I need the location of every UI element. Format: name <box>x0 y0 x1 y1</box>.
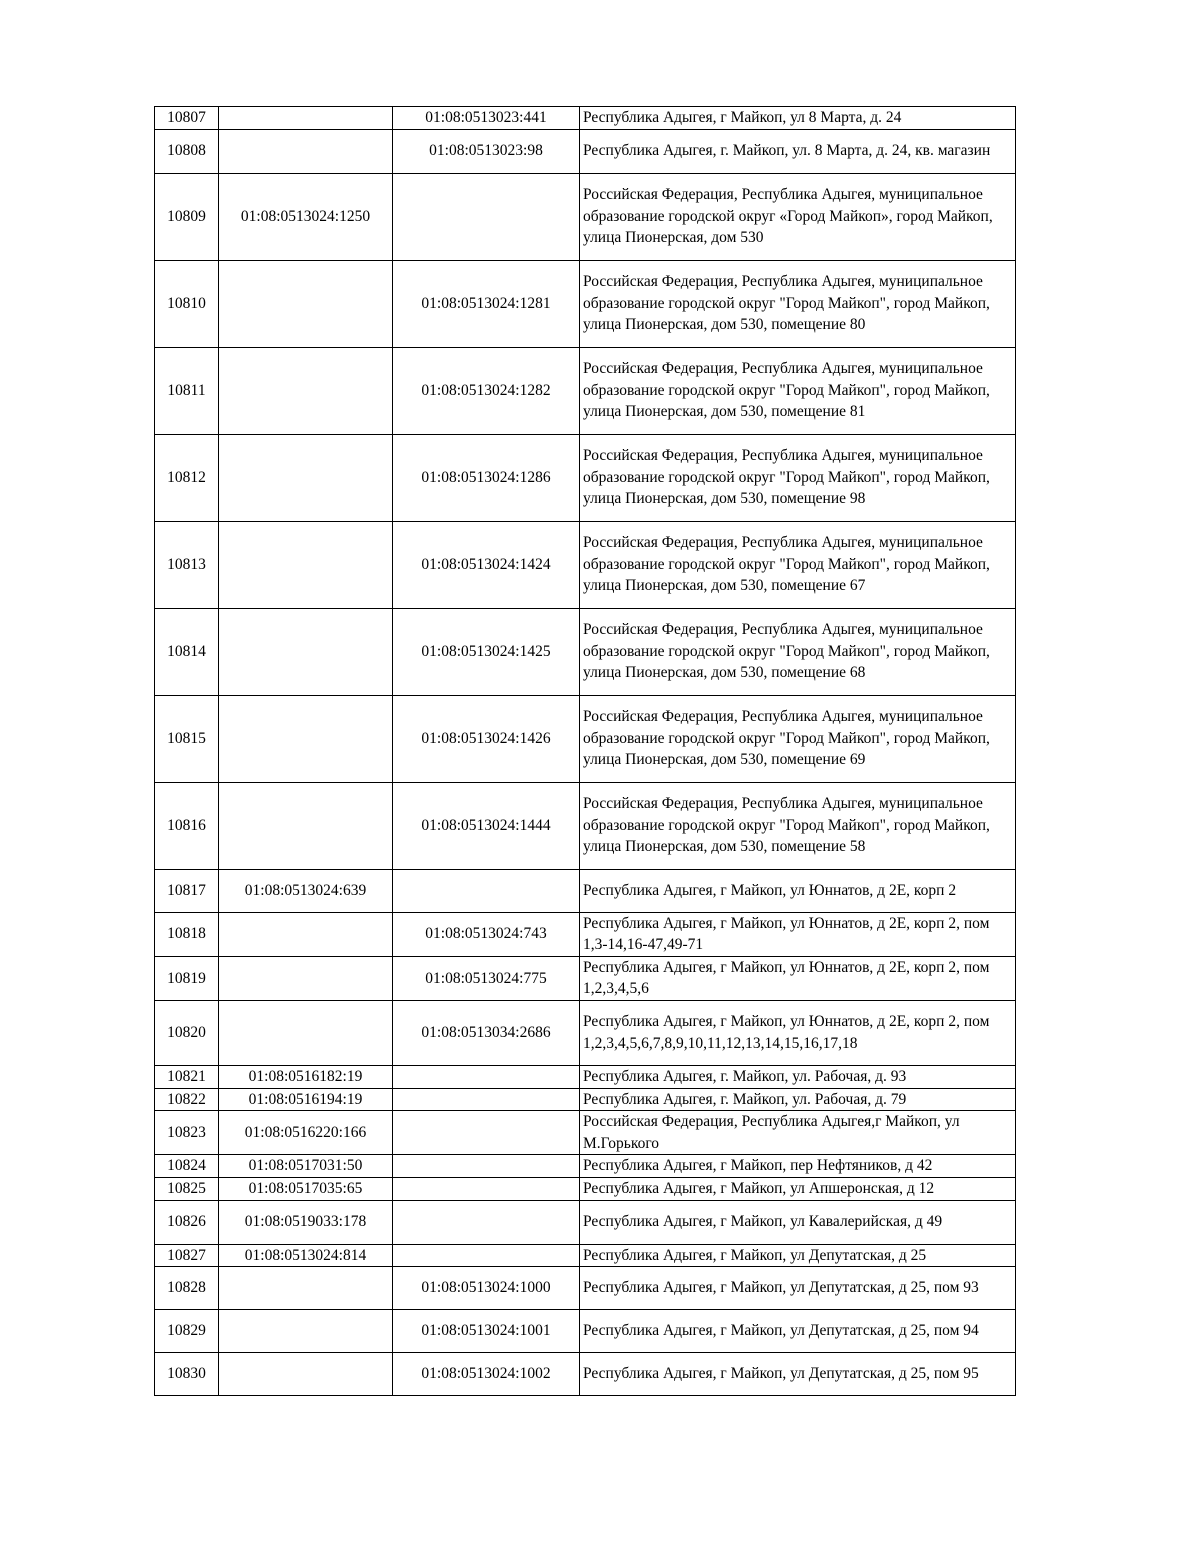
land-cadastral-number-cell: 01:08:0516194:19 <box>219 1088 393 1111</box>
row-number-cell: 10811 <box>155 347 219 434</box>
row-number-cell: 10814 <box>155 608 219 695</box>
land-cadastral-number-cell <box>219 434 393 521</box>
address-cell: Республика Адыгея, г Майкоп, ул Юннатов, д 2Е, корп 2, пом 1,2,3,4,5,6,7,8,9,10,11,12,13,14,15,16,17,18 <box>580 1000 1016 1065</box>
row-number-cell: 10826 <box>155 1200 219 1244</box>
address-cell: Республика Адыгея, г. Майкоп, ул. Рабочая, д. 79 <box>580 1088 1016 1111</box>
row-number-cell: 10821 <box>155 1065 219 1088</box>
object-cadastral-number-cell: 01:08:0513024:1424 <box>393 521 580 608</box>
land-cadastral-number-cell <box>219 347 393 434</box>
land-cadastral-number-cell <box>219 956 393 1000</box>
address-cell: Республика Адыгея, г Майкоп, ул Юннатов, д 2Е, корп 2 <box>580 869 1016 912</box>
table-row <box>155 1353 1016 1396</box>
object-cadastral-number-cell <box>393 1065 580 1088</box>
object-cadastral-number-cell: 01:08:0513024:1426 <box>393 695 580 782</box>
land-cadastral-number-cell <box>219 1000 393 1065</box>
land-cadastral-number-cell <box>219 129 393 173</box>
table-row <box>155 782 1016 869</box>
table-row <box>155 434 1016 521</box>
row-number-cell: 10820 <box>155 1000 219 1065</box>
row-number-cell: 10808 <box>155 129 219 173</box>
address-cell: Российская Федерация, Республика Адыгея, муниципальное образование городской округ "Город Майкоп", город Майкоп, улица Пионерская, дом 530, помещение 58 <box>580 782 1016 869</box>
land-cadastral-number-cell <box>219 260 393 347</box>
object-cadastral-number-cell: 01:08:0513024:1281 <box>393 260 580 347</box>
address-cell: Республика Адыгея, г Майкоп, ул Юннатов, д 2Е, корп 2, пом 1,3-14,16-47,49-71 <box>580 912 1016 956</box>
object-cadastral-number-cell: 01:08:0513034:2686 <box>393 1000 580 1065</box>
table-row <box>155 1000 1016 1065</box>
table-row <box>155 1200 1016 1244</box>
land-cadastral-number-cell: 01:08:0513024:1250 <box>219 173 393 260</box>
object-cadastral-number-cell: 01:08:0513024:1002 <box>393 1353 580 1396</box>
land-cadastral-number-cell <box>219 608 393 695</box>
table-row <box>155 956 1016 1000</box>
object-cadastral-number-cell <box>393 1200 580 1244</box>
address-cell: Республика Адыгея, г Майкоп, ул Кавалерийская, д 49 <box>580 1200 1016 1244</box>
row-number-cell: 10827 <box>155 1244 219 1267</box>
land-cadastral-number-cell <box>219 1310 393 1353</box>
table-row <box>155 107 1016 130</box>
address-cell: Республика Адыгея, г Майкоп, ул 8 Марта, д. 24 <box>580 107 1016 130</box>
address-cell: Республика Адыгея, г Майкоп, ул Юннатов, д 2Е, корп 2, пом 1,2,3,4,5,6 <box>580 956 1016 1000</box>
address-cell: Республика Адыгея, г. Майкоп, ул. Рабочая, д. 93 <box>580 1065 1016 1088</box>
land-cadastral-number-cell: 01:08:0516220:166 <box>219 1111 393 1155</box>
row-number-cell: 10819 <box>155 956 219 1000</box>
table-row <box>155 1155 1016 1178</box>
land-cadastral-number-cell: 01:08:0513024:814 <box>219 1244 393 1267</box>
land-cadastral-number-cell <box>219 695 393 782</box>
land-cadastral-number-cell <box>219 912 393 956</box>
address-cell: Республика Адыгея, г Майкоп, пер Нефтяников, д 42 <box>580 1155 1016 1178</box>
table-row <box>155 521 1016 608</box>
row-number-cell: 10807 <box>155 107 219 130</box>
row-number-cell: 10810 <box>155 260 219 347</box>
land-cadastral-number-cell <box>219 1353 393 1396</box>
row-number-cell: 10824 <box>155 1155 219 1178</box>
address-cell: Российская Федерация, Республика Адыгея, муниципальное образование городской округ "Город Майкоп", город Майкоп, улица Пионерская, дом 530, помещение 69 <box>580 695 1016 782</box>
object-cadastral-number-cell: 01:08:0513024:743 <box>393 912 580 956</box>
address-cell: Республика Адыгея, г Майкоп, ул Депутатская, д 25, пом 93 <box>580 1267 1016 1310</box>
table-row <box>155 1111 1016 1155</box>
address-cell: Российская Федерация, Республика Адыгея, муниципальное образование городской округ "Город Майкоп", город Майкоп, улица Пионерская, дом 530, помещение 98 <box>580 434 1016 521</box>
land-cadastral-number-cell: 01:08:0513024:639 <box>219 869 393 912</box>
address-cell: Российская Федерация, Республика Адыгея, муниципальное образование городской округ "Город Майкоп", город Майкоп, улица Пионерская, дом 530, помещение 67 <box>580 521 1016 608</box>
table-row <box>155 869 1016 912</box>
land-cadastral-number-cell: 01:08:0517035:65 <box>219 1177 393 1200</box>
table-row <box>155 1267 1016 1310</box>
table-row <box>155 173 1016 260</box>
address-cell: Республика Адыгея, г Майкоп, ул Депутатская, д 25, пом 94 <box>580 1310 1016 1353</box>
table-row <box>155 1088 1016 1111</box>
table-row <box>155 695 1016 782</box>
table-row <box>155 1244 1016 1267</box>
address-cell: Российская Федерация, Республика Адыгея,г Майкоп, ул М.Горького <box>580 1111 1016 1155</box>
table-row <box>155 1065 1016 1088</box>
land-cadastral-number-cell <box>219 1267 393 1310</box>
object-cadastral-number-cell: 01:08:0513024:1282 <box>393 347 580 434</box>
address-cell: Республика Адыгея, г Майкоп, ул Апшеронская, д 12 <box>580 1177 1016 1200</box>
table-row <box>155 1310 1016 1353</box>
object-cadastral-number-cell: 01:08:0513024:1286 <box>393 434 580 521</box>
table-row <box>155 912 1016 956</box>
table-row <box>155 1177 1016 1200</box>
object-cadastral-number-cell: 01:08:0513024:1000 <box>393 1267 580 1310</box>
land-cadastral-number-cell: 01:08:0519033:178 <box>219 1200 393 1244</box>
row-number-cell: 10829 <box>155 1310 219 1353</box>
table-row <box>155 129 1016 173</box>
row-number-cell: 10828 <box>155 1267 219 1310</box>
land-cadastral-number-cell: 01:08:0517031:50 <box>219 1155 393 1178</box>
object-cadastral-number-cell <box>393 1244 580 1267</box>
row-number-cell: 10812 <box>155 434 219 521</box>
table-row <box>155 260 1016 347</box>
row-number-cell: 10817 <box>155 869 219 912</box>
object-cadastral-number-cell <box>393 1177 580 1200</box>
object-cadastral-number-cell: 01:08:0513024:1425 <box>393 608 580 695</box>
address-cell: Российская Федерация, Республика Адыгея, муниципальное образование городской округ "Город Майкоп", город Майкоп, улица Пионерская, дом 530, помещение 80 <box>580 260 1016 347</box>
address-cell: Республика Адыгея, г. Майкоп, ул. 8 Марта, д. 24, кв. магазин <box>580 129 1016 173</box>
row-number-cell: 10825 <box>155 1177 219 1200</box>
row-number-cell: 10818 <box>155 912 219 956</box>
object-cadastral-number-cell: 01:08:0513024:1444 <box>393 782 580 869</box>
object-cadastral-number-cell <box>393 1088 580 1111</box>
row-number-cell: 10816 <box>155 782 219 869</box>
table-row <box>155 347 1016 434</box>
address-cell: Республика Адыгея, г Майкоп, ул Депутатская, д 25 <box>580 1244 1016 1267</box>
object-cadastral-number-cell: 01:08:0513024:775 <box>393 956 580 1000</box>
object-cadastral-number-cell <box>393 173 580 260</box>
row-number-cell: 10815 <box>155 695 219 782</box>
land-cadastral-number-cell <box>219 521 393 608</box>
table-body <box>155 107 1016 1396</box>
address-cell: Российская Федерация, Республика Адыгея, муниципальное образование городской округ "Город Майкоп", город Майкоп, улица Пионерская, дом 530, помещение 68 <box>580 608 1016 695</box>
object-cadastral-number-cell: 01:08:0513024:1001 <box>393 1310 580 1353</box>
object-cadastral-number-cell <box>393 1155 580 1178</box>
row-number-cell: 10822 <box>155 1088 219 1111</box>
object-cadastral-number-cell <box>393 869 580 912</box>
object-cadastral-number-cell: 01:08:0513023:441 <box>393 107 580 130</box>
row-number-cell: 10813 <box>155 521 219 608</box>
table-row <box>155 608 1016 695</box>
row-number-cell: 10809 <box>155 173 219 260</box>
land-cadastral-number-cell <box>219 782 393 869</box>
address-cell: Российская Федерация, Республика Адыгея, муниципальное образование городской округ "Город Майкоп", город Майкоп, улица Пионерская, дом 530, помещение 81 <box>580 347 1016 434</box>
land-cadastral-number-cell: 01:08:0516182:19 <box>219 1065 393 1088</box>
row-number-cell: 10830 <box>155 1353 219 1396</box>
row-number-cell: 10823 <box>155 1111 219 1155</box>
property-table <box>154 106 1016 1396</box>
object-cadastral-number-cell: 01:08:0513023:98 <box>393 129 580 173</box>
address-cell: Республика Адыгея, г Майкоп, ул Депутатская, д 25, пом 95 <box>580 1353 1016 1396</box>
address-cell: Российская Федерация, Республика Адыгея, муниципальное образование городской округ «Город Майкоп», город Майкоп, улица Пионерская, дом 530 <box>580 173 1016 260</box>
object-cadastral-number-cell <box>393 1111 580 1155</box>
land-cadastral-number-cell <box>219 107 393 130</box>
